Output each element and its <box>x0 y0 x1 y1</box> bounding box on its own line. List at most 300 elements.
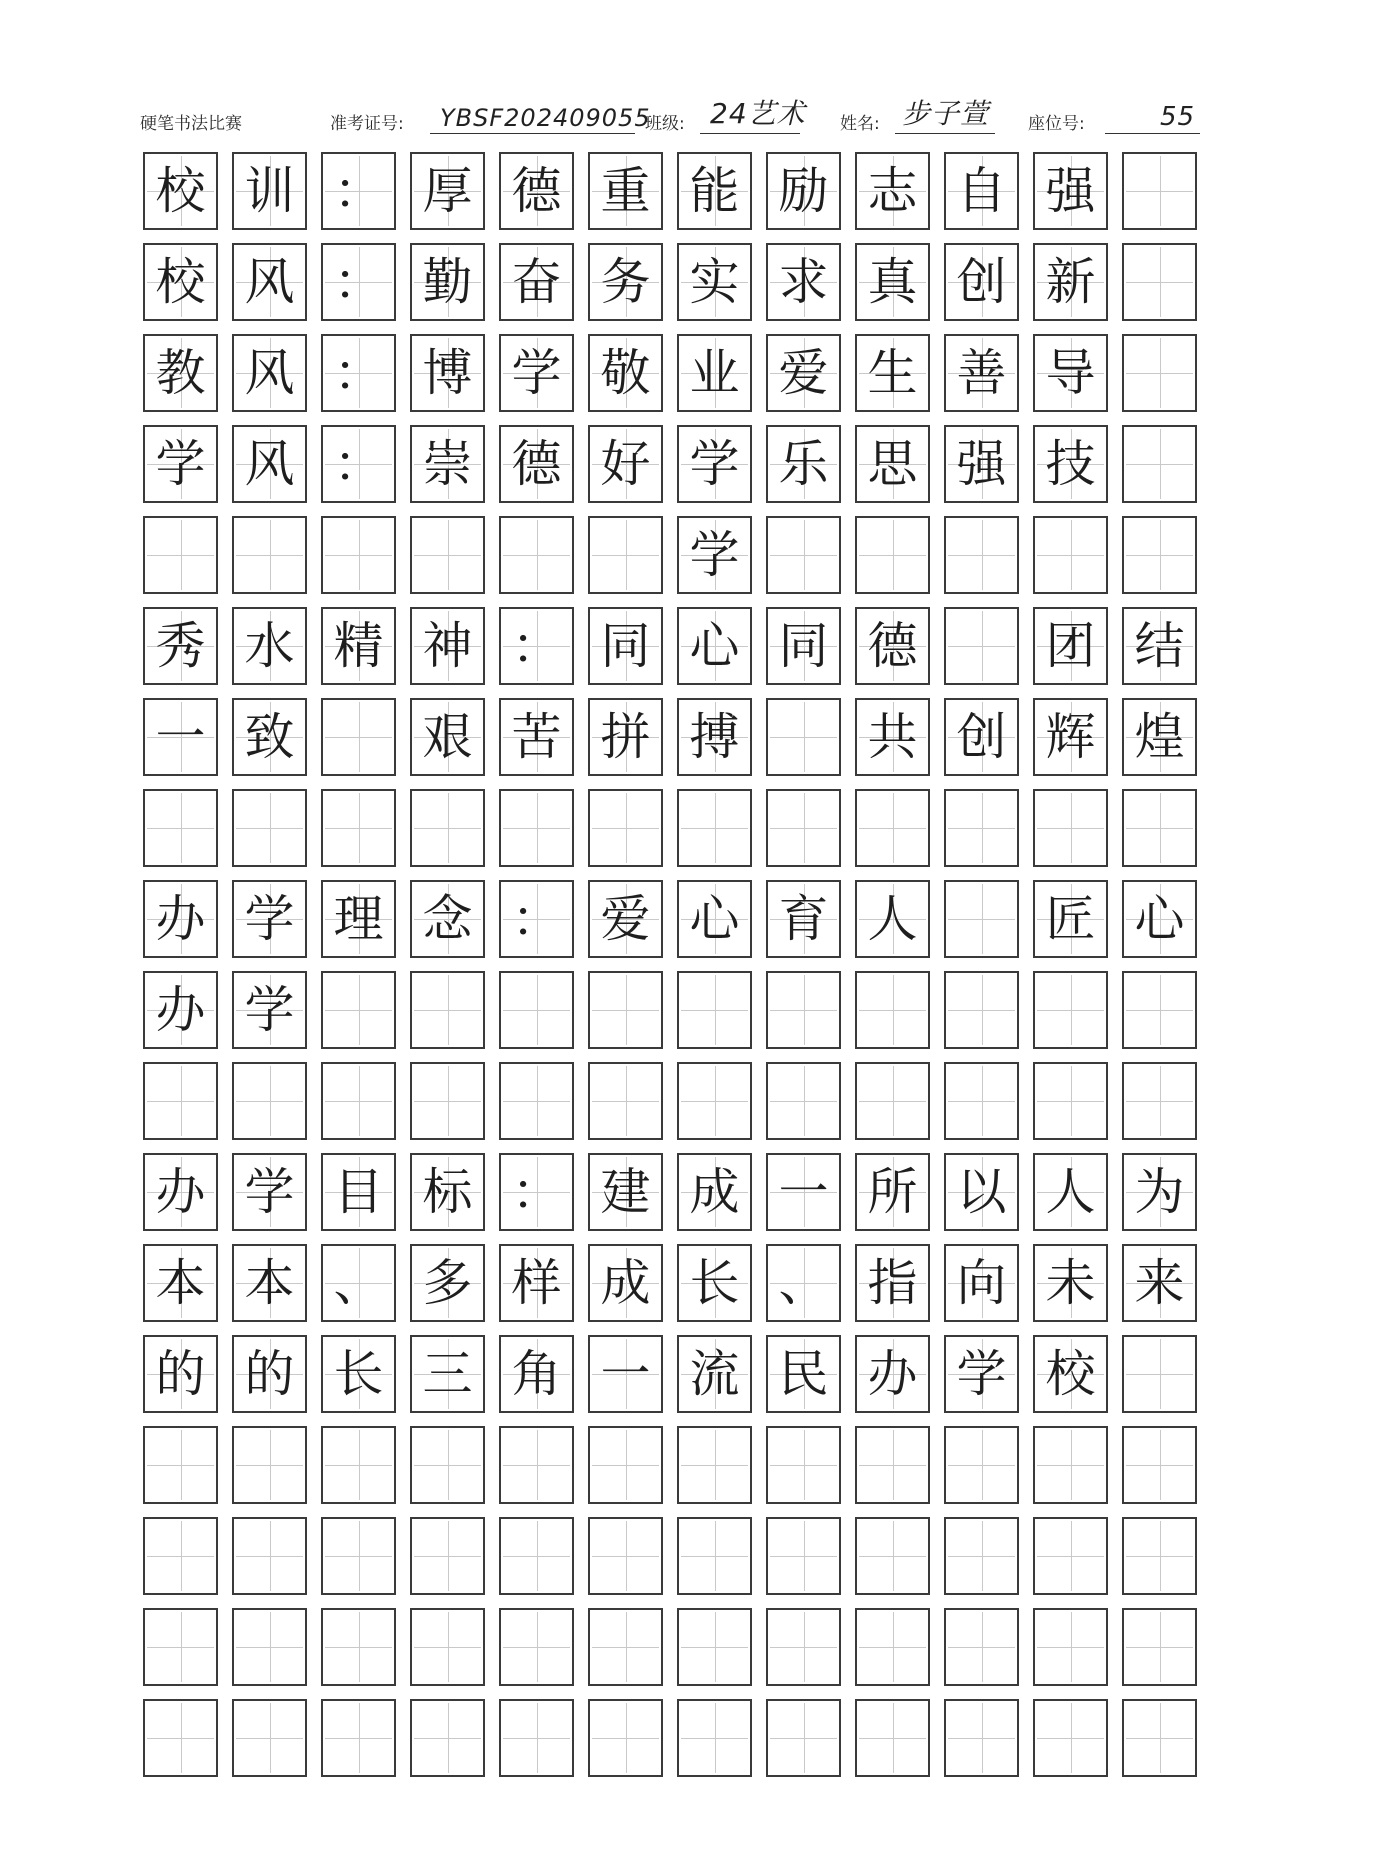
grid-cell <box>499 698 574 776</box>
grid-cell <box>1122 243 1197 321</box>
grid-cell <box>766 425 841 503</box>
grid-cell <box>1033 334 1108 412</box>
handwritten-character <box>501 518 572 592</box>
handwritten-character <box>1035 1064 1106 1138</box>
handwritten-character: 学 <box>511 344 562 402</box>
grid-cell <box>1033 971 1108 1049</box>
grid-cell <box>499 971 574 1049</box>
grid-cell <box>410 1335 485 1413</box>
handwritten-character: 奋 <box>511 253 562 311</box>
handwritten-character: 苦 <box>511 708 562 766</box>
grid-cell <box>766 1699 841 1777</box>
grid-cell <box>232 1426 307 1504</box>
grid-cell <box>143 1335 218 1413</box>
handwritten-character: 真 <box>867 253 918 311</box>
handwritten-character: 、 <box>778 1254 829 1312</box>
grid-cell <box>766 1062 841 1140</box>
handwritten-character <box>1124 427 1195 501</box>
grid-cell <box>944 789 1019 867</box>
grid-cell <box>143 1153 218 1231</box>
handwritten-character: 长 <box>333 1345 384 1403</box>
grid-cell <box>855 334 930 412</box>
grid-cell <box>143 1608 218 1686</box>
handwritten-character: 成 <box>689 1163 740 1221</box>
grid-cell <box>143 152 218 230</box>
handwritten-character: 好 <box>600 435 651 493</box>
handwritten-character: 能 <box>689 162 740 220</box>
grid-cell <box>944 1335 1019 1413</box>
grid-cell <box>588 1608 663 1686</box>
grid-cell <box>321 152 396 230</box>
grid-cell <box>588 971 663 1049</box>
grid-cell <box>232 152 307 230</box>
grid-cell <box>232 1062 307 1140</box>
handwritten-character: 指 <box>867 1254 918 1312</box>
handwritten-character: 学 <box>956 1345 1007 1403</box>
grid-cell <box>321 1153 396 1231</box>
handwritten-character: 神 <box>422 617 473 675</box>
handwritten-character: 风 <box>244 435 295 493</box>
grid-cell <box>1033 880 1108 958</box>
grid-cell <box>677 1608 752 1686</box>
handwritten-character: 以 <box>956 1163 1007 1221</box>
grid-cell <box>321 334 396 412</box>
handwritten-character: 学 <box>244 1163 295 1221</box>
handwritten-character: 目 <box>333 1163 384 1221</box>
grid-cell <box>588 243 663 321</box>
handwritten-character: 结 <box>1134 617 1185 675</box>
handwritten-character: 本 <box>155 1254 206 1312</box>
handwritten-character: 强 <box>956 435 1007 493</box>
grid-cell <box>944 1608 1019 1686</box>
grid-cell <box>232 1608 307 1686</box>
grid-cell <box>1122 607 1197 685</box>
grid-cell <box>677 607 752 685</box>
grid-cell <box>410 880 485 958</box>
grid-cell <box>1122 698 1197 776</box>
grid-cell <box>321 607 396 685</box>
handwritten-character: ： <box>511 1163 562 1221</box>
grid-cell <box>232 880 307 958</box>
grid-cell <box>410 334 485 412</box>
handwritten-character <box>768 1610 839 1684</box>
handwritten-character <box>501 791 572 865</box>
grid-cell <box>1122 1608 1197 1686</box>
handwritten-character <box>590 973 661 1047</box>
handwritten-character: 拼 <box>600 708 651 766</box>
handwritten-character: 创 <box>956 253 1007 311</box>
grid-cell <box>410 971 485 1049</box>
grid-cell <box>677 1153 752 1231</box>
handwritten-character: 办 <box>155 890 206 948</box>
handwritten-character: 励 <box>778 162 829 220</box>
grid-cell <box>143 698 218 776</box>
handwritten-character <box>1035 518 1106 592</box>
grid-cell <box>677 880 752 958</box>
handwritten-character: 务 <box>600 253 651 311</box>
handwritten-character <box>1124 245 1195 319</box>
grid-cell <box>232 789 307 867</box>
grid-cell <box>588 425 663 503</box>
grid-cell <box>766 243 841 321</box>
handwritten-character <box>145 518 216 592</box>
handwritten-character <box>234 1610 305 1684</box>
grid-cell <box>499 152 574 230</box>
name-value: 步子萱 <box>902 97 990 130</box>
handwritten-character: 、 <box>333 1254 384 1312</box>
handwritten-character: 学 <box>155 435 206 493</box>
handwritten-character <box>946 1064 1017 1138</box>
handwritten-character <box>679 1064 750 1138</box>
grid-cell <box>143 1062 218 1140</box>
handwritten-character <box>946 882 1017 956</box>
handwritten-character: 勤 <box>422 253 473 311</box>
grid-cell <box>143 1517 218 1595</box>
handwritten-character: 的 <box>155 1345 206 1403</box>
grid-cell <box>321 1699 396 1777</box>
handwritten-character <box>501 1064 572 1138</box>
grid-cell <box>855 1244 930 1322</box>
handwritten-character <box>1124 336 1195 410</box>
grid-cell <box>944 1426 1019 1504</box>
grid-cell <box>232 698 307 776</box>
grid-cell <box>321 1517 396 1595</box>
grid-cell <box>944 516 1019 594</box>
handwritten-character <box>679 973 750 1047</box>
grid-cell <box>499 1517 574 1595</box>
handwritten-character: 共 <box>867 708 918 766</box>
handwritten-character <box>145 1610 216 1684</box>
handwritten-character <box>234 1064 305 1138</box>
grid-cell <box>499 516 574 594</box>
grid-cell <box>944 152 1019 230</box>
grid-cell <box>499 789 574 867</box>
exam-no-value: YBSF202409055 <box>440 104 651 132</box>
handwritten-character <box>946 1428 1017 1502</box>
grid-cell <box>410 1608 485 1686</box>
handwritten-character: 风 <box>244 344 295 402</box>
handwritten-character <box>679 1701 750 1775</box>
grid-cell <box>766 1335 841 1413</box>
handwritten-character <box>768 1064 839 1138</box>
grid-cell <box>855 607 930 685</box>
handwritten-character <box>234 791 305 865</box>
grid-cell <box>232 425 307 503</box>
grid-cell <box>1122 1335 1197 1413</box>
handwritten-character: 新 <box>1045 253 1096 311</box>
grid-cell <box>588 1699 663 1777</box>
grid-cell <box>855 1517 930 1595</box>
grid-cell <box>766 152 841 230</box>
grid-cell <box>1033 1062 1108 1140</box>
handwritten-character <box>946 609 1017 683</box>
grid-cell <box>766 1244 841 1322</box>
grid-cell <box>588 607 663 685</box>
grid-cell <box>1122 789 1197 867</box>
grid-cell <box>410 1153 485 1231</box>
handwritten-character <box>234 1519 305 1593</box>
grid-cell <box>1033 425 1108 503</box>
grid-cell <box>321 971 396 1049</box>
handwritten-character <box>857 973 928 1047</box>
grid-cell <box>677 789 752 867</box>
handwritten-character <box>234 1701 305 1775</box>
grid-cell <box>321 698 396 776</box>
handwritten-character <box>857 518 928 592</box>
grid-cell <box>588 789 663 867</box>
grid-cell <box>499 425 574 503</box>
exam-no-label: 准考证号: <box>330 114 404 134</box>
handwritten-character <box>323 1701 394 1775</box>
handwritten-character <box>501 1610 572 1684</box>
handwritten-character <box>234 1428 305 1502</box>
handwritten-character <box>323 1428 394 1502</box>
grid-cell <box>143 971 218 1049</box>
handwritten-character: 育 <box>778 890 829 948</box>
grid-cell <box>855 516 930 594</box>
handwritten-character: 搏 <box>689 708 740 766</box>
handwritten-character: 多 <box>422 1254 473 1312</box>
grid-cell <box>766 1153 841 1231</box>
grid-cell <box>944 971 1019 1049</box>
grid-cell <box>143 1244 218 1322</box>
handwritten-character: 水 <box>244 617 295 675</box>
grid-cell <box>499 607 574 685</box>
handwritten-character <box>590 518 661 592</box>
handwritten-character <box>946 1701 1017 1775</box>
grid-cell <box>855 1699 930 1777</box>
grid-cell <box>588 1426 663 1504</box>
handwritten-character: 人 <box>1045 1163 1096 1221</box>
handwritten-character <box>234 518 305 592</box>
grid-cell <box>944 1062 1019 1140</box>
grid-cell <box>232 334 307 412</box>
grid-cell <box>232 1335 307 1413</box>
grid-cell <box>1122 1426 1197 1504</box>
grid-cell <box>321 789 396 867</box>
handwritten-character: 校 <box>155 162 206 220</box>
grid-cell <box>855 1153 930 1231</box>
grid-cell <box>410 1062 485 1140</box>
grid-cell <box>232 1244 307 1322</box>
grid-cell <box>766 607 841 685</box>
handwritten-character <box>1124 154 1195 228</box>
grid-cell <box>232 1153 307 1231</box>
handwritten-character <box>323 700 394 774</box>
handwritten-character <box>412 1701 483 1775</box>
grid-cell <box>499 1699 574 1777</box>
grid-cell <box>499 1426 574 1504</box>
grid-cell <box>766 1426 841 1504</box>
handwritten-character <box>1035 973 1106 1047</box>
grid-cell <box>944 1517 1019 1595</box>
handwritten-character <box>145 1701 216 1775</box>
grid-cell <box>321 880 396 958</box>
grid-row <box>143 1608 1211 1686</box>
grid-cell <box>410 243 485 321</box>
handwritten-character: 角 <box>511 1345 562 1403</box>
handwritten-character: 辉 <box>1045 708 1096 766</box>
handwritten-character <box>501 1519 572 1593</box>
handwritten-character: 同 <box>778 617 829 675</box>
grid-row <box>143 698 1211 776</box>
grid-cell <box>143 789 218 867</box>
grid-cell <box>499 1062 574 1140</box>
grid-cell <box>677 334 752 412</box>
handwritten-character: 标 <box>422 1163 473 1221</box>
grid-cell <box>588 1062 663 1140</box>
contest-title: 硬笔书法比赛 <box>140 114 242 134</box>
grid-cell <box>855 1335 930 1413</box>
handwritten-character: 所 <box>867 1163 918 1221</box>
grid-cell <box>1122 1517 1197 1595</box>
handwritten-character: 学 <box>689 526 740 584</box>
handwritten-character: 教 <box>155 344 206 402</box>
handwritten-character: 心 <box>689 617 740 675</box>
grid-cell <box>1033 698 1108 776</box>
grid-row <box>143 425 1211 503</box>
handwritten-character: 重 <box>600 162 651 220</box>
grid-cell <box>143 425 218 503</box>
handwritten-character <box>679 1610 750 1684</box>
grid-row <box>143 1335 1211 1413</box>
grid-cell <box>321 1426 396 1504</box>
grid-cell <box>321 516 396 594</box>
handwritten-character: 一 <box>778 1163 829 1221</box>
handwritten-character: 德 <box>511 162 562 220</box>
grid-cell <box>677 152 752 230</box>
handwritten-character <box>412 518 483 592</box>
grid-cell <box>499 334 574 412</box>
grid-cell <box>1033 516 1108 594</box>
grid-cell <box>321 1062 396 1140</box>
handwritten-character <box>1124 1610 1195 1684</box>
grid-cell <box>766 698 841 776</box>
grid-cell <box>855 243 930 321</box>
handwritten-character: ： <box>511 890 562 948</box>
handwritten-character <box>768 1428 839 1502</box>
handwritten-character: 思 <box>867 435 918 493</box>
grid-cell <box>1122 516 1197 594</box>
grid-row <box>143 516 1211 594</box>
handwritten-character: 爱 <box>778 344 829 402</box>
grid-cell <box>677 1244 752 1322</box>
grid-cell <box>1122 971 1197 1049</box>
grid-cell <box>588 880 663 958</box>
grid-cell <box>499 1335 574 1413</box>
handwritten-character: 厚 <box>422 162 473 220</box>
grid-row <box>143 1517 1211 1595</box>
handwritten-character <box>412 973 483 1047</box>
grid-cell <box>1122 1699 1197 1777</box>
handwritten-character <box>768 791 839 865</box>
handwritten-character: 训 <box>244 162 295 220</box>
handwritten-character: 一 <box>155 708 206 766</box>
name-label: 姓名: <box>840 114 880 134</box>
grid-cell <box>855 1608 930 1686</box>
handwritten-character: 求 <box>778 253 829 311</box>
grid-cell <box>677 516 752 594</box>
handwritten-character: 三 <box>422 1345 473 1403</box>
handwritten-character <box>1035 791 1106 865</box>
grid-cell <box>855 152 930 230</box>
handwritten-character: 乐 <box>778 435 829 493</box>
grid-cell <box>944 880 1019 958</box>
handwritten-character: ： <box>333 435 384 493</box>
grid-row <box>143 1699 1211 1777</box>
grid-cell <box>588 1244 663 1322</box>
handwritten-character <box>946 1610 1017 1684</box>
grid-cell <box>1122 1153 1197 1231</box>
grid-cell <box>588 516 663 594</box>
handwritten-character <box>412 1064 483 1138</box>
grid-cell <box>499 880 574 958</box>
handwritten-character: 艰 <box>422 708 473 766</box>
handwritten-character <box>946 973 1017 1047</box>
handwritten-character: 办 <box>155 1163 206 1221</box>
grid-row <box>143 1426 1211 1504</box>
grid-cell <box>143 516 218 594</box>
handwritten-character: 强 <box>1045 162 1096 220</box>
handwritten-character: 团 <box>1045 617 1096 675</box>
grid-cell <box>855 1062 930 1140</box>
handwritten-character <box>501 1428 572 1502</box>
handwritten-character <box>857 1610 928 1684</box>
handwritten-character <box>501 1701 572 1775</box>
grid-cell <box>410 425 485 503</box>
seat-label: 座位号: <box>1028 114 1085 134</box>
handwritten-character <box>501 973 572 1047</box>
handwritten-character: 学 <box>244 890 295 948</box>
grid-cell <box>410 789 485 867</box>
handwritten-character <box>590 791 661 865</box>
handwritten-character <box>857 1064 928 1138</box>
handwritten-character: 向 <box>956 1254 1007 1312</box>
handwritten-character: 德 <box>511 435 562 493</box>
handwritten-character: 建 <box>600 1163 651 1221</box>
handwritten-character <box>145 791 216 865</box>
handwritten-character: 煌 <box>1134 708 1185 766</box>
grid-cell <box>410 1699 485 1777</box>
handwritten-character: 心 <box>689 890 740 948</box>
handwritten-character <box>323 1610 394 1684</box>
handwritten-character: 办 <box>155 981 206 1039</box>
handwritten-character: 学 <box>689 435 740 493</box>
grid-cell <box>499 243 574 321</box>
grid-cell <box>677 1517 752 1595</box>
handwritten-character <box>412 1610 483 1684</box>
grid-cell <box>677 971 752 1049</box>
grid-cell <box>944 425 1019 503</box>
grid-cell <box>677 243 752 321</box>
grid-cell <box>588 1517 663 1595</box>
handwritten-character: 流 <box>689 1345 740 1403</box>
handwritten-character: ： <box>333 162 384 220</box>
grid-cell <box>855 971 930 1049</box>
handwritten-character <box>590 1610 661 1684</box>
handwritten-character <box>323 1519 394 1593</box>
handwritten-character <box>679 791 750 865</box>
handwritten-character: 德 <box>867 617 918 675</box>
grid-row <box>143 880 1211 958</box>
grid-row <box>143 1062 1211 1140</box>
handwritten-character: 自 <box>956 162 1007 220</box>
handwritten-character <box>1035 1610 1106 1684</box>
grid-cell <box>677 1426 752 1504</box>
grid-cell <box>766 971 841 1049</box>
grid-cell <box>1033 152 1108 230</box>
grid-cell <box>232 607 307 685</box>
